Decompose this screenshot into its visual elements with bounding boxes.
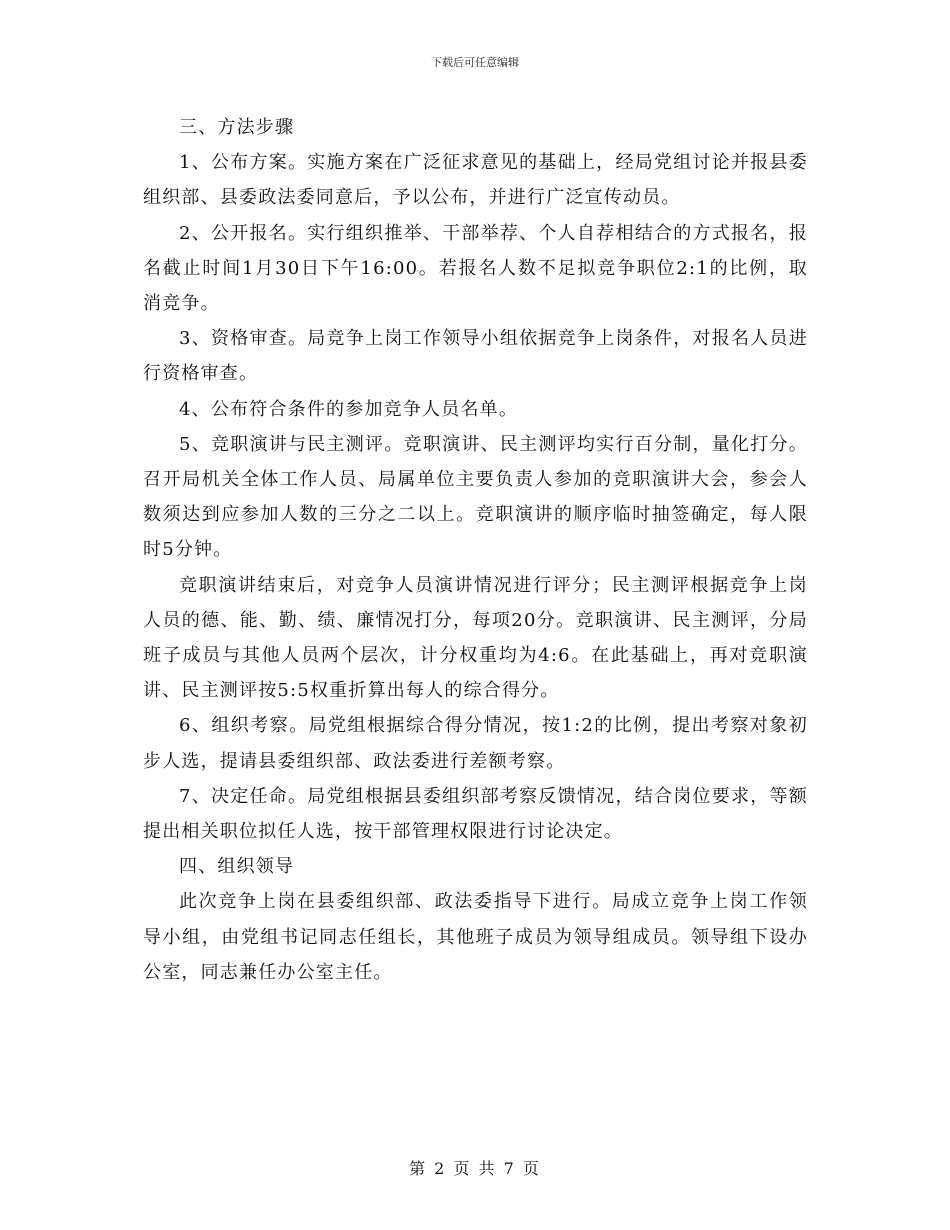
paragraph-step-5-detail: 竞职演讲结束后，对竞争人员演讲情况进行评分；民主测评根据竞争上岗人员的德、能、勤、绩、廉情况打分，每项20分。竞职演讲、民主测评，分局班子成员与其他人员两个层次，计分权重均为4:6。在此基础上，再对竞职演讲、民主测评按5:5权重折算出每人的综合得分。 bbox=[143, 574, 808, 702]
paragraph-leadership: 此次竞争上岗在县委组织部、政法委指导下进行。局成立竞争上岗工作领导小组，由党组书记同志任组长，其他班子成员为领导组成员。领导组下设办公室，同志兼任办公室主任。 bbox=[143, 891, 808, 983]
paragraph-step-1: 1、公布方案。实施方案在广泛征求意见的基础上，经局党组讨论并报县委组织部、县委政法委同意后，予以公布，并进行广泛宣传动员。 bbox=[143, 152, 808, 209]
paragraph-step-4: 4、公布符合条件的参加竞争人员名单。 bbox=[179, 398, 519, 420]
paragraph-step-3: 3、资格审查。局竞争上岗工作领导小组依据竞争上岗条件，对报名人员进行资格审查。 bbox=[143, 328, 808, 385]
paragraph-step-5: 5、竞职演讲与民主测评。竞职演讲、民主测评均实行百分制，量化打分。召开局机关全体工作人员、局属单位主要负责人参加的竞职演讲大会，参会人数须达到应参加人数的三分之二以上。竞职演讲的顺序临时抽签确定，每人限时5分钟。 bbox=[143, 433, 808, 561]
paragraph-step-7: 7、决定任命。局党组根据县委组织部考察反馈情况，结合岗位要求，等额提出相关职位拟任人选，按干部管理权限进行讨论决定。 bbox=[143, 785, 808, 843]
paragraph-step-6: 6、组织考察。局党组根据综合得分情况，按1:2的比例，提出考察对象初步人选，提请县委组织部、政法委进行差额考察。 bbox=[143, 715, 808, 772]
document-body bbox=[143, 110, 808, 990]
section-heading-methods: 三、方法步骤 bbox=[179, 117, 295, 138]
paragraph-step-2: 2、公开报名。实行组织推举、干部举荐、个人自荐相结合的方式报名，报名截止时间1月30日下午16:00。若报名人数不足拟竞争职位2:1的比例，取消竞争。 bbox=[143, 222, 808, 315]
section-heading-leadership: 四、组织领导 bbox=[179, 856, 295, 878]
page-number: 第 2 页 共 7 页 bbox=[409, 1159, 541, 1178]
header-note: 下载后可任意编辑 bbox=[431, 56, 519, 69]
